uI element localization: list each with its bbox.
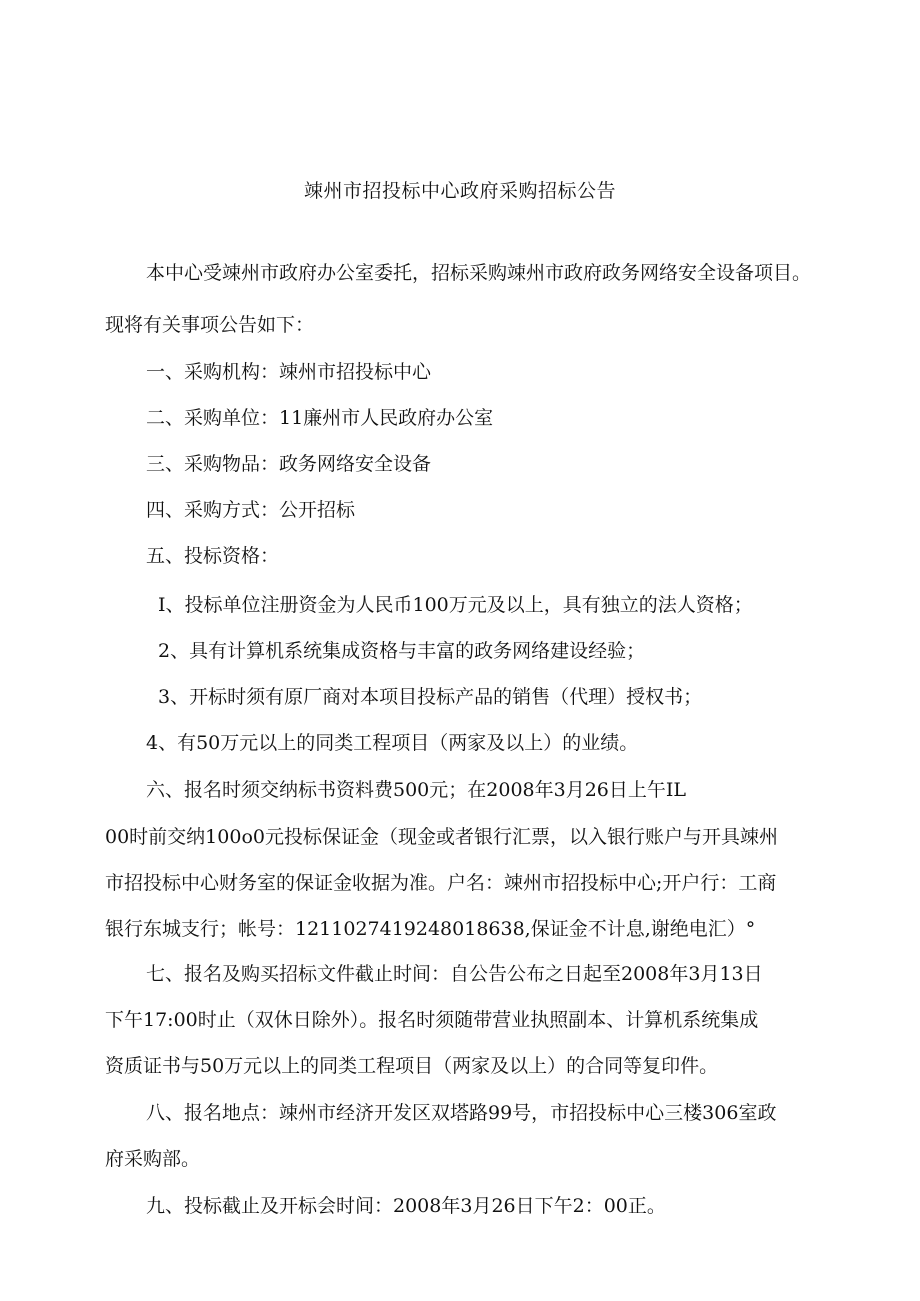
section6-line-2: 00时前交纳100o0元投标保证金（现金或者银行汇票，以入银行账户与开具竦州	[105, 826, 778, 848]
qualification-item-4: 4、有50万元以上的同类工程项目（两家及以上）的业绩。	[146, 732, 639, 754]
item-method: 四、采购方式：公开招标	[146, 499, 356, 521]
section8-line-2: 府采购部。	[105, 1148, 201, 1170]
document-title: 竦州市招投标中心政府采购招标公告	[303, 180, 616, 202]
qualification-item-1: I、投标单位注册资金为人民币100万元及以上，具有独立的法人资格；	[158, 594, 753, 616]
qualification-item-3: 3、开标时须有原厂商对本项目投标产品的销售（代理）授权书；	[158, 686, 703, 708]
item-goods: 三、采购物品：政务网络安全设备	[146, 453, 432, 475]
section7-line-2: 下午17:00时止（双休日除外）。报名时须随带营业执照副本、计算机系统集成	[105, 1009, 759, 1031]
section6-line-3: 市招投标中心财务室的保证金收据为准。户名：竦州市招投标中心;开户行：工商	[105, 872, 777, 894]
intro-line-1: 本中心受竦州市政府办公室委托，招标采购竦州市政府政务网络安全设备项目。	[146, 262, 812, 284]
item-unit: 二、采购单位：11廉州市人民政府办公室	[146, 407, 494, 429]
intro-line-2: 现将有关事项公告如下：	[105, 314, 315, 336]
section7-line-3: 资质证书与50万元以上的同类工程项目（两家及以上）的合同等复印件。	[105, 1055, 719, 1077]
qualification-item-2: 2、具有计算机系统集成资格与丰富的政务网络建设经验；	[158, 640, 646, 662]
item-qualification-heading: 五、投标资格：	[146, 545, 280, 567]
section7-line-1: 七、报名及购买招标文件截止时间：自公告公布之日起至2008年3月13日	[146, 963, 763, 985]
section6-line-4: 银行东城支行；帐号：1211027419248018638,保证金不计息,谢绝电汇）°	[105, 918, 756, 940]
section9-line: 九、投标截止及开标会时间：2008年3月26日下午2：00正。	[146, 1195, 666, 1217]
section8-line-1: 八、报名地点：竦州市经济开发区双塔路99号，市招投标中心三楼306室政	[146, 1102, 777, 1124]
section6-line-1: 六、报名时须交纳标书资料费500元；在2008年3月26日上午IL	[146, 779, 687, 801]
item-agency: 一、采购机构：竦州市招投标中心	[146, 361, 432, 383]
